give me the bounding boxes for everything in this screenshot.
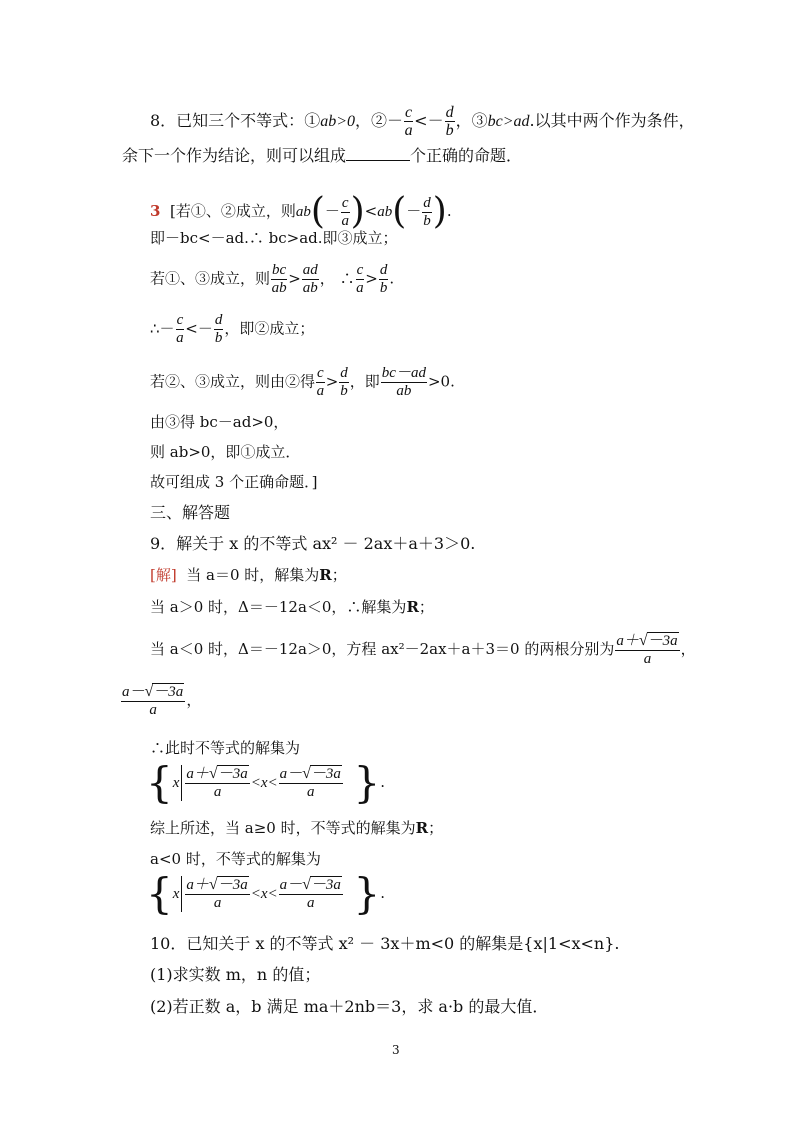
q8-line-1: 8．已知三个不等式：①ab>0，②－ $\frac{c}{a}$ <－ $\frac{d}{b}$ ，③bc>ad.以其中两个作为条件， [150,104,695,139]
answer-value: 3 [150,202,161,220]
section-heading: 三、解答题 [150,503,231,522]
page-number: 3 [392,1043,400,1057]
sol8-line-8: 故可组成 3 个正确命题．] [150,473,318,491]
q9-question: 9．解关于 x 的不等式 ax² － 2ax＋a＋3＞0. [150,534,476,553]
sol8-line-3: 若①、③成立，则 $\frac{bc}{ab}$ > $\frac{ad}{ab}$ ， ∴ $\frac{c}{a}$ > $\frac{d}{b}$ . [150,262,395,296]
q9-solution-set-1: {x $\frac{a+√-3a}{a}$ <x< $\frac{a-√-3a}{a}$ }. [146,758,385,807]
sol8-line-6: 由③得 bc－ad>0， [150,413,289,431]
q9-line-1: [解] 当 a＝0 时，解集为R； [150,566,347,584]
q9-line-3: 当 a＜0 时，Δ＝－12a＞0，方程 ax²－2ax＋a＋3＝0 的两根分别为 $\frac{a+√-3a}{a}$ ， [150,632,696,667]
solution-tag: [解] [150,566,177,584]
fraction-c-over-a: $\frac{c}{a}$ [404,104,413,139]
fraction-d-over-b: $\frac{d}{b}$ [445,104,454,139]
q9-solution-set-2: {x $\frac{a+√-3a}{a}$ <x< $\frac{a-√-3a}{a}$ }. [146,869,385,918]
q8-line-2: 余下一个作为结论，则可以组成 个正确的命题． [122,146,523,165]
q10-part-1: (1)求实数 m，n 的值； [150,965,321,984]
q10-question: 10．已知关于 x 的不等式 x² － 3x＋m<0 的解集是{x|1<x<n}. [150,934,620,953]
q9-line-6: 综上所述，当 a≥0 时，不等式的解集为R； [150,819,444,837]
q9-line-5: ∴此时不等式的解集为 [150,739,301,757]
q9-line-4: $\frac{a-√-3a}{a}$ ， [122,683,202,718]
q10-part-2: (2)若正数 a，b 满足 ma＋2nb＝3，求 a·b 的最大值． [150,997,549,1016]
sol8-line-2: 即－bc<－ad.∴ bc>ad.即③成立； [150,229,398,247]
answer-blank [346,146,410,161]
q9-line-7: a<0 时，不等式的解集为 [150,850,321,868]
sol8-line-1: 3 [若①、②成立，则ab(－ $\frac{c}{a}$ )<ab(－ $\frac{d}{b}$ ). [150,191,452,232]
sol8-line-5: 若②、③成立，则由②得 $\frac{c}{a}$ > $\frac{d}{b}$ ，即 $\frac{bc-ad}{ab}$ >0. [150,365,455,399]
sol8-line-4: ∴－ $\frac{c}{a}$ <－ $\frac{d}{b}$ ，即②成立； [150,312,315,346]
sol8-line-7: 则 ab>0，即①成立． [150,443,301,461]
q9-line-2: 当 a＞0 时，Δ＝－12a＜0，∴解集为R； [150,598,434,616]
